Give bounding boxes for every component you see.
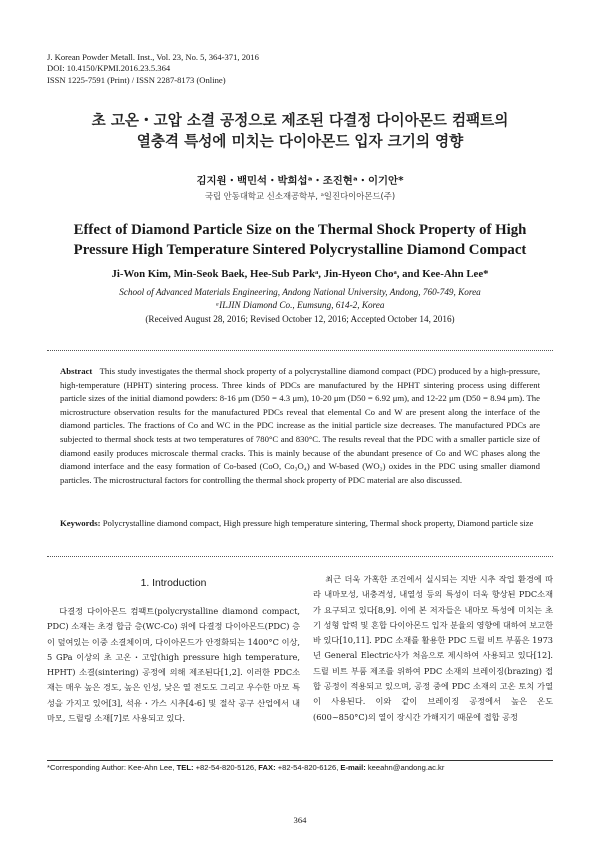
english-affiliation [20,286,580,311]
affiliation-line1: School of Advanced Materials Engineering, Andong National University, Andong, 760-749, Korea [119,287,481,297]
journal-citation: J. Korean Powder Metall. Inst., Vol. 23, No. 5, 364-371, 2016 [47,52,259,62]
korean-title-line2: 열충격 특성에 미치는 다이아몬드 입자 크기의 영향 [136,133,464,150]
abstract-text: This study investigates the thermal shock property of a polycrystalline diamond compact (PDC) produced by a high-pressure, high-temperature (HPHT) sintering process. Three kinds of PDCs are manufactured by the HPHT sintering process using different particle sizes of the initial diamond powders: 8-16 μm (D50 = 4.3 μm), 10-20 μm (D50 = 6.92 μm), and 12-22 μm (D50 = 8.94 μm). The microstructure observation results for the manufactured PDCs reveal that elemental Co and W are present along the interface of the diamond particles. The fractions of Co and WC in the PDC increase as the initial particle size decreases. The manufactured PDCs are subjected to thermal shock tests at two temperatures of 780°C and 830°C. The results reveal that the PDC with a smaller particle size of diamond easily produces microscale thermal cracks. This is mainly because of the abundant presence of Co and WC phases along the diamond interface and the easy formation of Co-based (CoO, Co₃O₄) and W-based (WO₂) oxides in the PDC using smaller diamond particles. The microstructural factors for controlling the thermal shock property of PDC material are also discussed. [60,366,540,485]
corresponding-author-footnote [47,763,444,772]
tel-label: TEL: [176,763,194,772]
page-number: 364 [293,815,307,825]
korean-authors: 김지원・백민석・박희섭ᵃ・조진현ᵃ・이기안* [196,175,404,187]
body-column-left: 다결정 다이아몬드 컴팩트(polycrystalline diamond compact, PDC) 소재는 초경 합금 층(WC-Co) 위에 다결정 다이아몬드(PDC) 층이 덮여있는 이중 소결체이며, 다이아몬드가 안정화되는 1400°C 이상, 5 GPa 이상의 초 고온・고압(high pressure high temperature, HPHT) 소결(sintering) 공정에 의해 제조된다[1,2]. 이러한 PDC소재는 매우 높은 경도, 높은 인성, 낮은 열 전도도 그리고 우수한 마모 특성을 가지고 있어[3], 석유・가스 시추[4-6] 및 절삭 공구 산업에서 내마모, 드릴링 소재[7]로 사용되고 있다. [47,606,300,724]
received-dates: (Received August 28, 2016; Revised October 12, 2016; Accepted October 14, 2016) [145,314,455,324]
body-column-right: 최근 더욱 가혹한 조건에서 실시되는 지반 시추 작업 환경에 따라 내마모성, 내충격성, 내열성 등의 특성이 더욱 향상된 PDC소재가 요구되고 있다[8,9]. 이에 본 저자들은 내마모 특성에 미치는 초기 성형 압력 및 혼합 다이아몬드 입자 분율의 영향에 대하여 보고한 바 있다[10,11]. PDC 소재를 활용한 PDC 드릴 비트 부품은 1973년 General Electric사가 처음으로 제시하여 사용되고 있다[12]. 드릴 비트 부품 제조를 위하여 PDC 소재의 브레이징(brazing) 접합 공정이 적용되고 있으며, 공정 중에 PDC 소재의 고온 토치 가열이 사용된다. 이와 같이 브레이징 공정에서 높은 온도(600~850°C)의 열이 장시간 가해지기 때문에 접합 공정 [313,574,553,722]
doi: DOI: 10.4150/KPMI.2016.23.5.364 [47,63,171,74]
footnote-divider [47,760,553,761]
korean-title [20,110,580,152]
affiliation-line2: ᵃILJIN Diamond Co., Eumsung, 614-2, Korea [215,299,385,310]
journal-header [47,52,259,86]
english-title [20,220,580,260]
footnote-label: *Corresponding Author: Kee-Ahn Lee, [47,763,177,772]
abstract-bottom-divider [47,556,553,557]
keywords [60,517,540,531]
issn: ISSN 1225-7591 (Print) / ISSN 2287-8173 (Online) [47,74,226,85]
fax-label: FAX: [258,763,276,772]
abstract-top-divider [47,350,553,351]
english-title-line1: Effect of Diamond Particle Size on the Thermal Shock Property of High [73,222,527,238]
english-title-line2: Pressure High Temperature Sintered Polycrystalline Diamond Compact [73,242,527,258]
english-authors: Ji-Won Kim, Min-Seok Baek, Hee-Sub Parkᵃ, Jin-Hyeon Choᵃ, and Kee-Ahn Lee* [111,268,489,280]
email-address: keeahn@andong.ac.kr [365,763,445,772]
keywords-text: Polycrystalline diamond compact, High pressure high temperature sintering, Thermal shock property, Diamond particle size [102,518,534,528]
keywords-label: Keywords: [60,518,101,528]
korean-affiliation: 국립 안동대학교 신소재공학부, ᵃ일진다이아몬드(주) [204,191,396,201]
fax-number: +82-54-820-6126, [275,763,341,772]
abstract [60,365,540,487]
section-heading-introduction: 1. Introduction [140,578,207,589]
tel-number: +82-54-820-5126, [193,763,259,772]
email-label: E-mail: [340,763,366,772]
abstract-label: Abstract [60,366,93,376]
korean-title-line1: 초 고온・고압 소결 공정으로 제조된 다결정 다이아몬드 컴팩트의 [91,112,509,129]
